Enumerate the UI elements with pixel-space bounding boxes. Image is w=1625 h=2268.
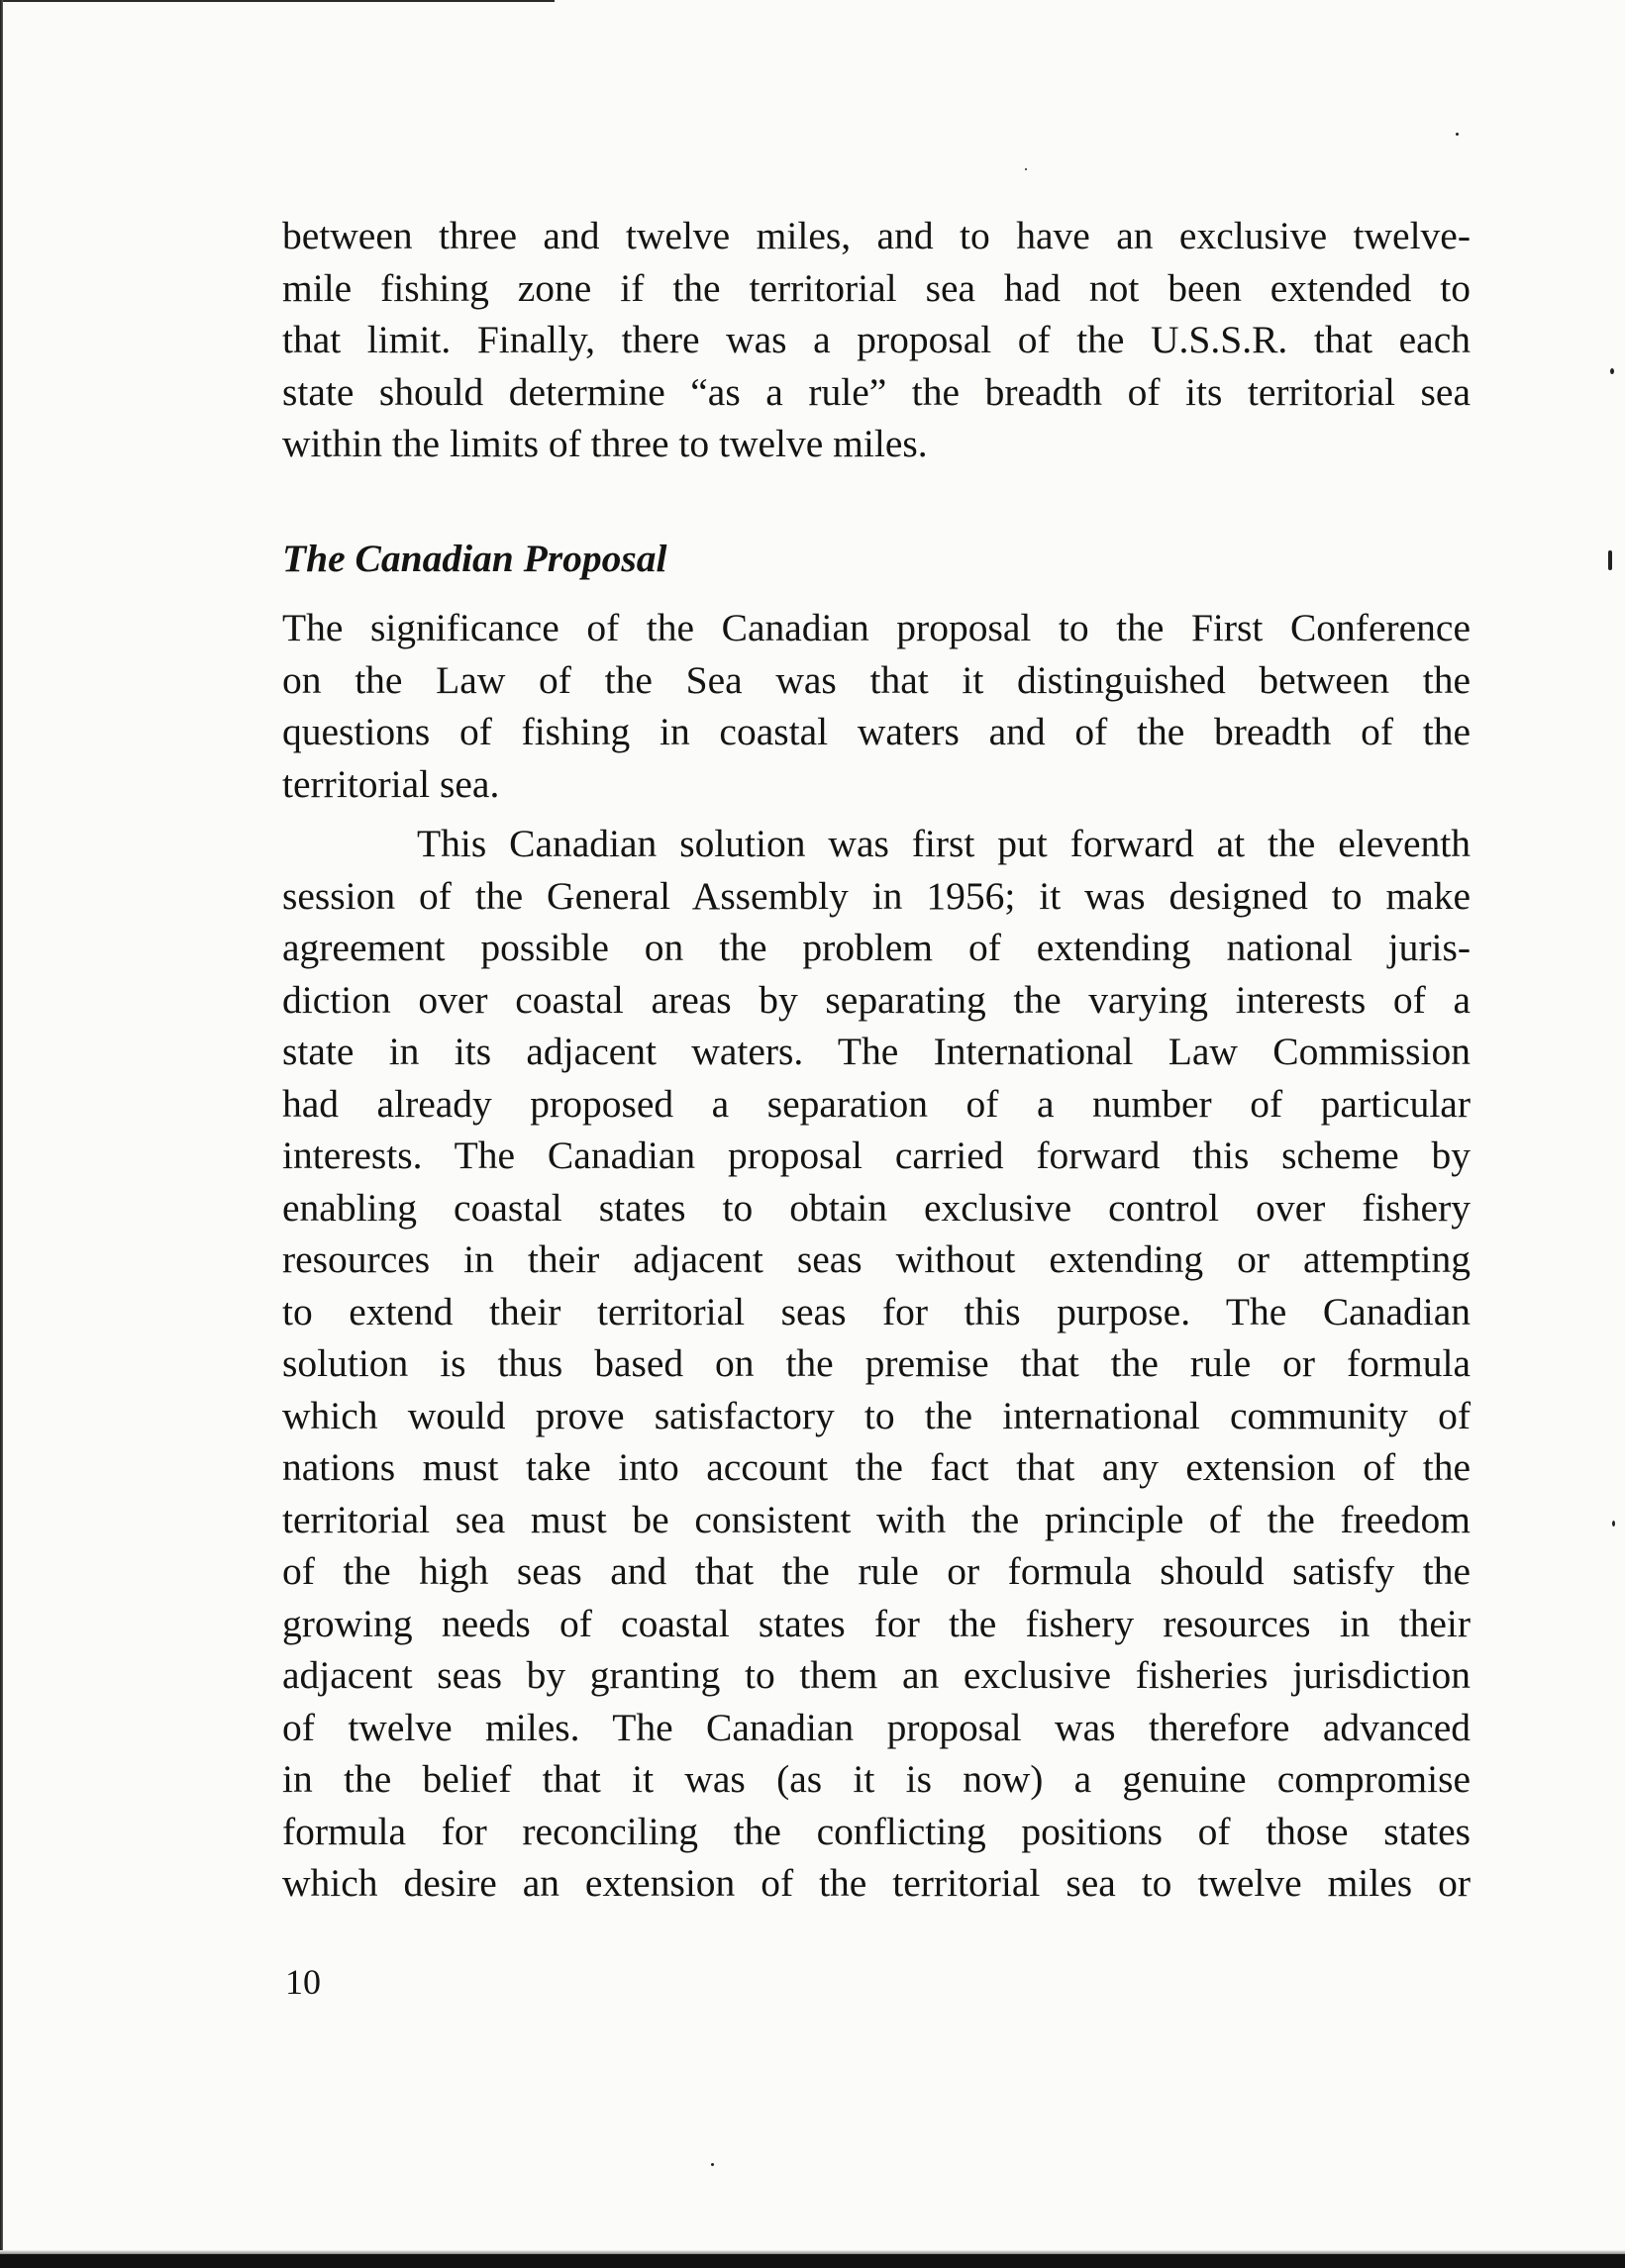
text-line: session of the General Assembly in 1956; it was designed to make bbox=[282, 873, 1471, 918]
text-line: questions of fishing in coastal waters and of the breadth of the bbox=[282, 710, 1471, 753]
text-line: territorial sea. bbox=[282, 761, 500, 806]
text-line: which desire an extension of the territorial sea to twelve miles or bbox=[282, 1861, 1471, 1905]
text-line: adjacent seas by granting to them an exclusive fisheries jurisdiction bbox=[282, 1653, 1471, 1697]
text-line: had already proposed a separation of a number of particular bbox=[282, 1081, 1471, 1126]
text-line: to extend their territorial seas for this purpose. The Canadian bbox=[282, 1289, 1471, 1333]
text-line: state should determine “as a rule” the breadth of its territorial sea bbox=[282, 369, 1471, 414]
text-line: within the limits of three to twelve miles. bbox=[282, 422, 928, 465]
section-heading: The Canadian Proposal bbox=[282, 537, 667, 580]
text-line: territorial sea must be consistent with the principle of the freedom bbox=[282, 1497, 1471, 1541]
paragraph-significance bbox=[282, 602, 1471, 810]
text-line: solution is thus based on the premise that the rule or formula bbox=[282, 1341, 1471, 1385]
text-line: mile fishing zone if the territorial sea had not been extended to bbox=[282, 265, 1471, 310]
text-line: of twelve miles. The Canadian proposal was therefore advanced bbox=[282, 1705, 1471, 1749]
text-line: between three and twelve miles, and to have an exclusive twelve- bbox=[282, 214, 1471, 257]
text-line: growing needs of coastal states for the fishery resources in their bbox=[282, 1601, 1471, 1645]
page-number: 10 bbox=[285, 1962, 321, 2002]
scan-speck bbox=[1610, 368, 1614, 374]
text-line: resources in their adjacent seas without extending or attempting bbox=[282, 1237, 1471, 1281]
scan-speck bbox=[1025, 168, 1027, 170]
text-line: formula for reconciling the conflicting positions of those states bbox=[282, 1809, 1471, 1853]
scan-speck bbox=[1612, 1521, 1615, 1527]
scan-edge-left bbox=[0, 0, 3, 2268]
text-line: state in its adjacent waters. The International Law Commission bbox=[282, 1030, 1471, 1073]
text-line: which would prove satisfactory to the international community of bbox=[282, 1393, 1471, 1437]
text-line: enabling coastal states to obtain exclusive control over fishery bbox=[282, 1185, 1471, 1230]
text-line: nations must take into account the fact that any extension of the bbox=[282, 1445, 1471, 1489]
text-line: The significance of the Canadian proposal to the First Conference bbox=[282, 606, 1471, 649]
text-line: of the high seas and that the rule or formula should satisfy the bbox=[282, 1549, 1471, 1593]
text-line: in the belief that it was (as it is now) a genuine compromise bbox=[282, 1757, 1471, 1801]
text-line: that limit. Finally, there was a proposal of the U.S.S.R. that each bbox=[282, 318, 1471, 361]
scan-speck bbox=[1608, 550, 1612, 570]
text-line: This Canadian solution was first put forward at the eleventh bbox=[417, 822, 1471, 865]
text-line: agreement possible on the problem of extending national juris- bbox=[282, 926, 1471, 969]
scan-edge-top bbox=[0, 0, 555, 2]
text-line: diction over coastal areas by separating the varying interests of a bbox=[282, 977, 1471, 1022]
scan-speck bbox=[711, 2163, 714, 2166]
text-line: interests. The Canadian proposal carried forward this scheme by bbox=[282, 1134, 1471, 1177]
paragraph-continuation bbox=[282, 210, 1471, 470]
paragraph-canadian-solution bbox=[282, 818, 1471, 1910]
scan-speck bbox=[1456, 133, 1459, 136]
text-line: on the Law of the Sea was that it distinguished between the bbox=[282, 657, 1471, 702]
scan-edge-bottom bbox=[0, 2254, 1625, 2268]
